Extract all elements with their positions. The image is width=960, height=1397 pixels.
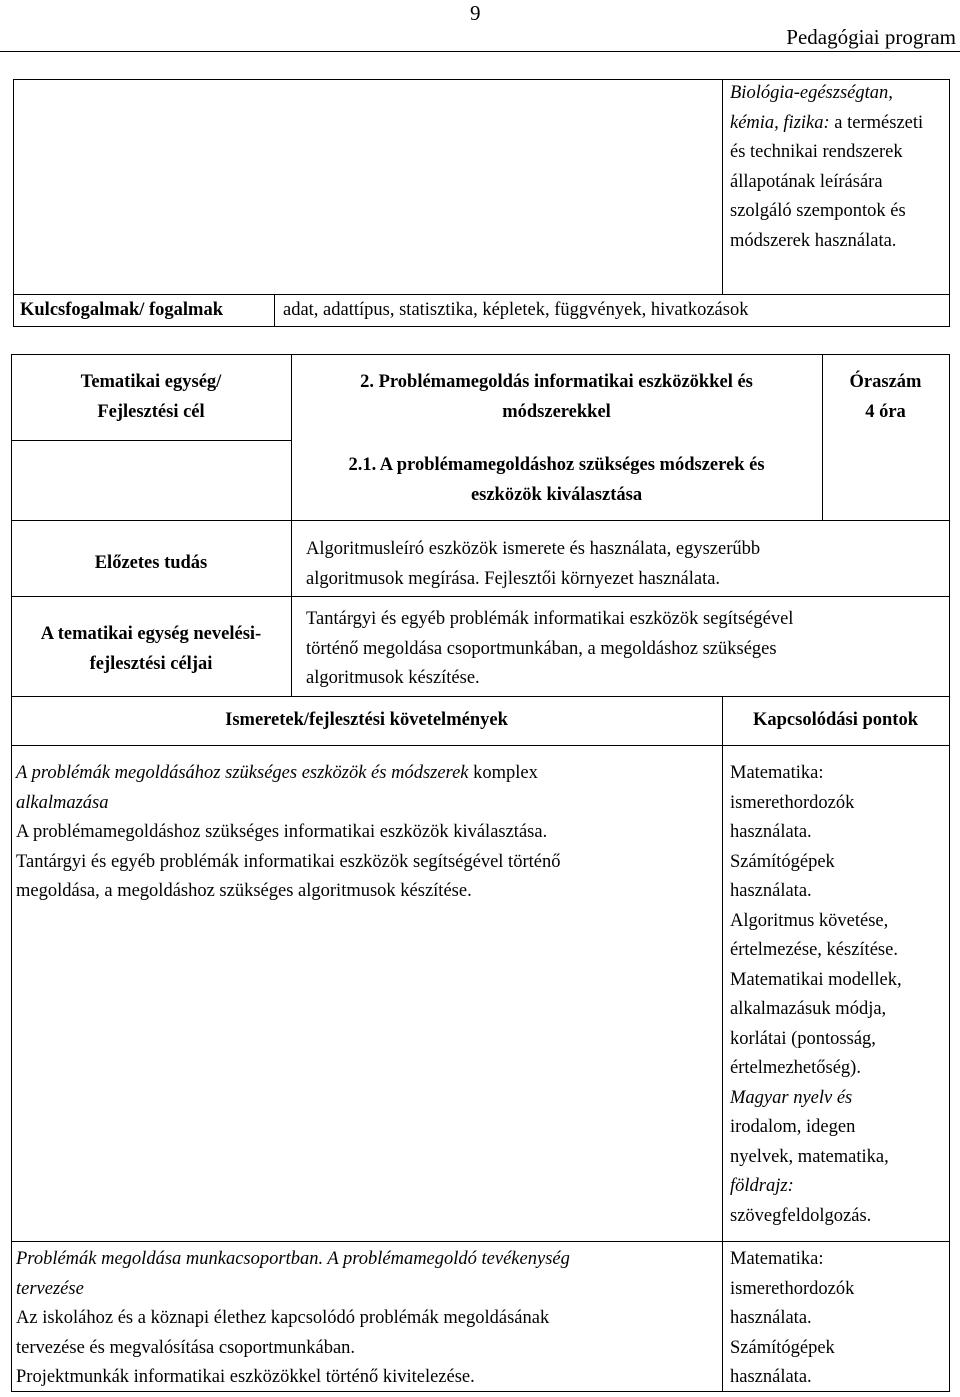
row2-right: Matematika: ismerethordozók használata. Számítógépek használata. (730, 1249, 855, 1387)
top-right-cell: Biológia-egészségtan, kémia, fizika: a természeti és technikai rendszerek állapotának leírására szolgáló szempontok és módszerek használata. (730, 83, 924, 251)
header-rule (0, 51, 960, 52)
kulcsfogalmak-label: Kulcsfogalmak/ fogalmak (20, 300, 223, 320)
tematikai-label: Tematikai egység/ Fejlesztési cél (80, 372, 222, 422)
celjai-label: A tematikai egység nevelési- fejlesztési céljai (40, 624, 262, 674)
row1-left: A problémák megoldásához szükséges eszközök és módszerek komplex alkalmazása A problémamegoldáshoz szükséges informatikai eszközök kiválasztása. Tantárgyi és egyéb problémák informatikai eszközök segítségével történő megoldása, a megoldáshoz szükséges algoritmusok készítése. (16, 763, 561, 901)
col-head-ismeretek: Ismeretek/fejlesztési követelmények (225, 710, 508, 730)
program-title: Pedagógiai program (786, 25, 956, 49)
celjai-value: Tantárgyi és egyéb problémák informatikai eszközök segítségével történő megoldása csoportmunkában, a megoldáshoz szükséges algoritmusok készítése. (306, 609, 794, 688)
oraszam: Óraszám 4 óra (849, 372, 922, 422)
elozetes-tudas-label: Előzetes tudás (94, 553, 208, 573)
sub-unit-title: 2.1. A problémamegoldáshoz szükséges módszerek és eszközök kiválasztása (348, 455, 765, 505)
kulcsfogalmak-value: adat, adattípus, statisztika, képletek, függvények, hivatkozások (283, 300, 749, 320)
page-number: 9 (470, 1, 481, 25)
row2-left: Problémák megoldása munkacsoportban. A problémamegoldó tevékenység tervezése Az iskolához és a köznapi élethez kapcsolódó problémák megoldásának tervezése és megvalósítása csoportmunkában. Projektmunkák informatikai eszközökkel történő kivitelezése. (16, 1249, 570, 1387)
unit-title: 2. Problémamegoldás informatikai eszközökkel és módszerekkel (360, 372, 753, 422)
elozetes-tudas-value: Algoritmusleíró eszközök ismerete és használata, egyszerűbb algoritmusok megírása. Fejlesztői környezet használata. (306, 539, 761, 589)
row1-right: Matematika: ismerethordozók használata. Számítógépek használata. Algoritmus követése, értelmezése, készítése. Matematikai modellek, alkalmazásuk módja, korlátai (pontosság, értelmezhetőség). Magyar nyelv és irodalom, idegen nyelvek, matematika, földrajz: szövegfeldolgozás. (730, 763, 902, 1226)
col-head-kapcsolodasi: Kapcsolódási pontok (752, 710, 918, 730)
